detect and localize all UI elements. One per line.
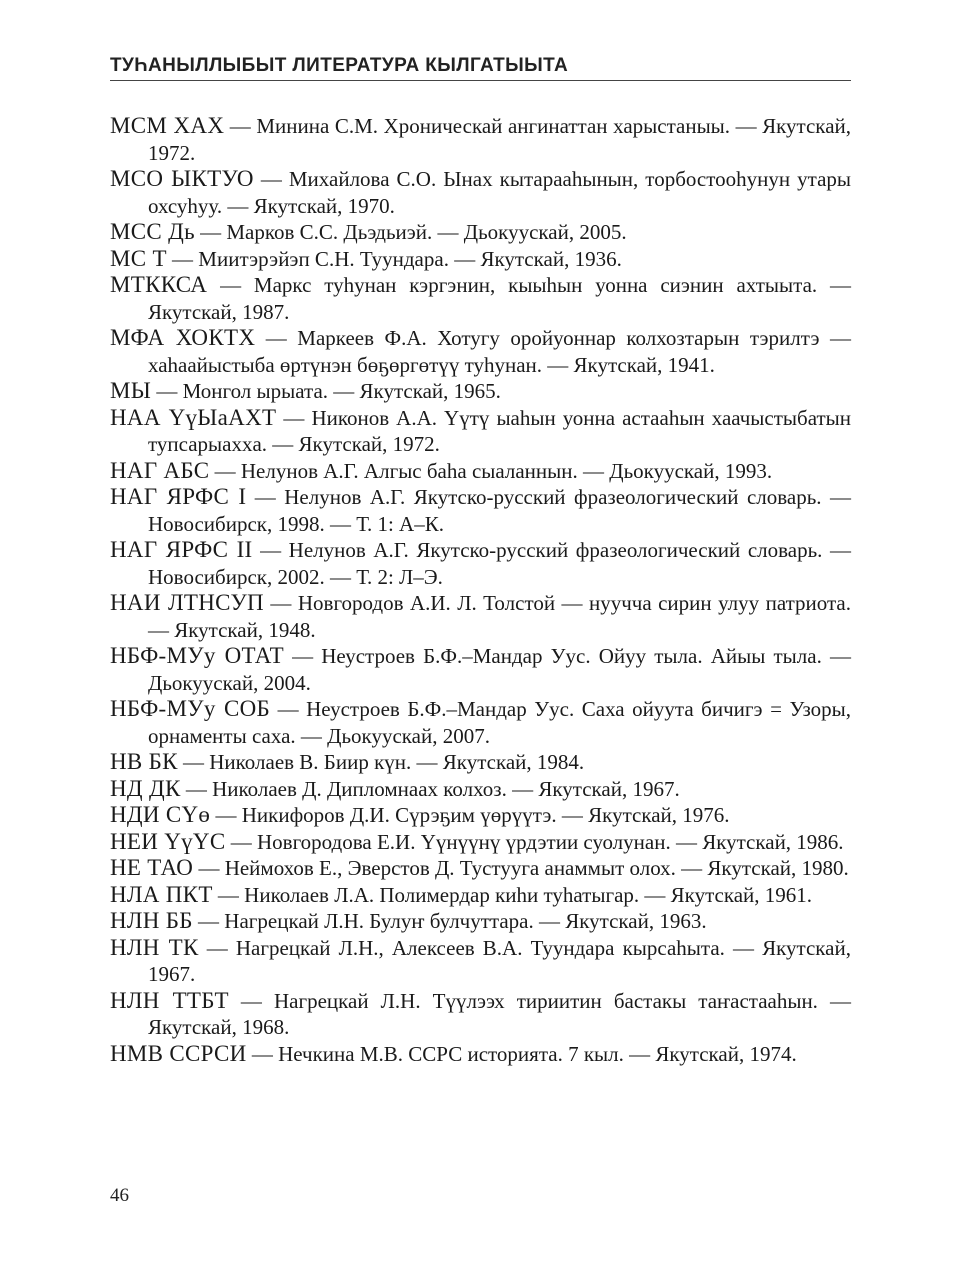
entry-abbreviation: МС Т xyxy=(110,245,167,271)
bibliography-entry xyxy=(110,590,851,643)
entry-abbreviation: НМВ ССРСИ xyxy=(110,1040,247,1066)
bibliography-entry xyxy=(110,643,851,696)
bibliography-entry xyxy=(110,882,851,909)
entry-description: — Новгородова Е.И. Үүнүүнү үрдэтии суолунан. — Якутскай, 1986. xyxy=(230,829,844,854)
entry-abbreviation: НБФ-МУу СОБ xyxy=(110,696,271,721)
entry-description: — Монгол ырыата. — Якутскай, 1965. xyxy=(156,379,501,403)
entry-description: — Марков С.С. Дьэдьиэй. — Дьокуускай, 2005. xyxy=(200,220,627,244)
bibliography-entry xyxy=(110,246,851,273)
entry-abbreviation: НД ДК xyxy=(110,775,181,801)
bibliography-entry xyxy=(110,272,851,325)
bibliography-entry xyxy=(110,988,851,1041)
entry-description: — Никонов А.А. Үүтү ыаһын уонна астааһын хаачыстыбатын тупсарыаххa. — Якутскай, 1972. xyxy=(148,405,852,456)
bibliography-entry xyxy=(110,935,851,988)
bibliography-entry xyxy=(110,458,851,485)
bibliography-entry xyxy=(110,1041,851,1068)
bibliography-entry xyxy=(110,537,851,590)
entry-abbreviation: НЛН ББ xyxy=(110,908,193,933)
entry-description: — Нелунов А.Г. Алгыс баһа сыаланнын. — Дьокуускай, 1993. xyxy=(214,458,773,483)
bibliography-entry xyxy=(110,776,851,803)
entry-description: — Новгородов А.И. Л. Толстой — нууччa сирин улуу патриота. — Якутскай, 1948. xyxy=(148,591,852,642)
entry-abbreviation: МСМ ХАХ xyxy=(110,113,225,138)
bibliography-entry xyxy=(110,484,851,537)
entry-abbreviation: НАИ ЛТНСУП xyxy=(110,590,264,615)
entry-description: — Неустроев Б.Ф.–Мандар Уус. Саха ойуута бичигэ = Узоры, орнаменты саха. — Дьокуускай, 2007. xyxy=(148,697,851,748)
entry-description: — Минина С.М. Хроническай ангинаттан харыстаныы. — Якутскай, 1972. xyxy=(148,114,852,165)
bibliography-entry xyxy=(110,113,851,166)
entry-description: — Нечкина М.В. ССРС историята. 7 кыл. — Якутскай, 1974. xyxy=(251,1041,797,1066)
entry-description: — Неустроев Б.Ф.–Мандар Уус. Ойуу тыла. Айыы тыла. — Дьокуускай, 2004. xyxy=(148,644,851,695)
entry-description: — Николаев Д. Дипломнаах колхоз. — Якутскай, 1967. xyxy=(185,776,680,801)
entry-abbreviation: НАГ ЯРФС I xyxy=(110,484,247,509)
bibliography-entry xyxy=(110,405,851,458)
entry-abbreviation: МТККСА xyxy=(110,272,208,297)
entry-description: — Михайлова С.О. Ынах кытарааһынын, торбостооһунун утары охсуһуу. — Якутскай, 1970. xyxy=(148,167,851,218)
entry-description: — Николаев В. Биир күн. — Якутскай, 1984. xyxy=(183,750,585,774)
entry-description: — Нагрецкай Л.Н., Алексеев В.А. Туундара кырсаһыта. — Якутскай, 1967. xyxy=(148,935,851,986)
entry-abbreviation: НДИ СҮө xyxy=(110,802,211,827)
entry-abbreviation: НЛА ПКТ xyxy=(110,881,213,907)
entry-abbreviation: НЕ ТАО xyxy=(110,855,194,880)
entry-description: — Маркс туһунан кэргэнин, кыыһын уонна сиэнин ахтыыта. — Якутскай, 1987. xyxy=(148,273,851,324)
entry-abbreviation: НАГ АБС xyxy=(110,457,210,483)
entry-description: — Нагрецкай Л.Н. Булуҥ булчуттара. — Якутскай, 1963. xyxy=(198,909,707,933)
bibliography-entry xyxy=(110,325,851,378)
entry-description: — Неймохов Е., Эверстов Д. Тустууга анаммыт олох. — Якутскай, 1980. xyxy=(198,856,849,880)
entry-abbreviation: НВ БК xyxy=(110,749,178,774)
entry-description: — Николаев Л.А. Полимердар киһи туһатыгар. — Якутскай, 1961. xyxy=(217,882,813,907)
entry-abbreviation: НАА ҮүЫаАХТ xyxy=(110,404,277,430)
entry-abbreviation: МСС Дь xyxy=(110,219,195,244)
entry-description: — Нелунов А.Г. Якутско-русский фразеологический словарь. — Новосибирск, 1998. — Т. 1: А–К. xyxy=(148,485,851,536)
entry-abbreviation: НАГ ЯРФС II xyxy=(110,537,253,562)
bibliography-entry xyxy=(110,908,851,935)
bibliography-entry xyxy=(110,829,851,856)
bibliography-entry xyxy=(110,802,851,829)
entry-abbreviation: НБФ-МУу ОТАТ xyxy=(110,643,284,668)
entry-abbreviation: МЫ xyxy=(110,378,152,403)
entry-abbreviation: НЕИ ҮүҮС xyxy=(110,828,226,854)
entry-abbreviation: МСО ЫКТУО xyxy=(110,166,254,191)
header-rule xyxy=(110,80,851,81)
bibliography-entry xyxy=(110,166,851,219)
entry-abbreviation: НЛН ТТБТ xyxy=(110,987,229,1013)
bibliography-entry xyxy=(110,696,851,749)
bibliography-entry xyxy=(110,378,851,405)
entry-description: — Нелунов А.Г. Якутско-русский фразеологический словарь. — Новосибирск, 2002. — Т. 2: Л–Э. xyxy=(148,538,852,589)
entry-description: — Никифоров Д.И. Сүрэҕим үөрүүтэ. — Якутскай, 1976. xyxy=(215,803,730,827)
bibliography-entry xyxy=(110,855,851,882)
entry-abbreviation: МФА ХОКТХ xyxy=(110,325,256,350)
entry-description: — Миитэрэйэп С.Н. Туундара. — Якутскай, 1936. xyxy=(172,246,622,271)
entry-description: — Маркеев Ф.А. Хотугу оройуоннар колхозтарын тэрилтэ — хаһаайыстыба өртүнэн бөҕөргөтүү туһунан. — Якутскай, 1941. xyxy=(148,326,851,377)
entry-abbreviation: НЛН ТК xyxy=(110,934,199,960)
page-number: 46 xyxy=(110,1185,129,1206)
abbreviation-list xyxy=(110,113,851,1067)
entry-description: — Нагрецкай Л.Н. Түүлээх тириитин бастакы таҥастааһын. — Якутскай, 1968. xyxy=(148,988,851,1039)
running-head: ТУҺАНЫЛЛЫБЫТ ЛИТЕРАТУРА КЫЛГАТЫЫТА xyxy=(110,55,569,76)
bibliography-entry xyxy=(110,749,851,776)
bibliography-entry xyxy=(110,219,851,246)
